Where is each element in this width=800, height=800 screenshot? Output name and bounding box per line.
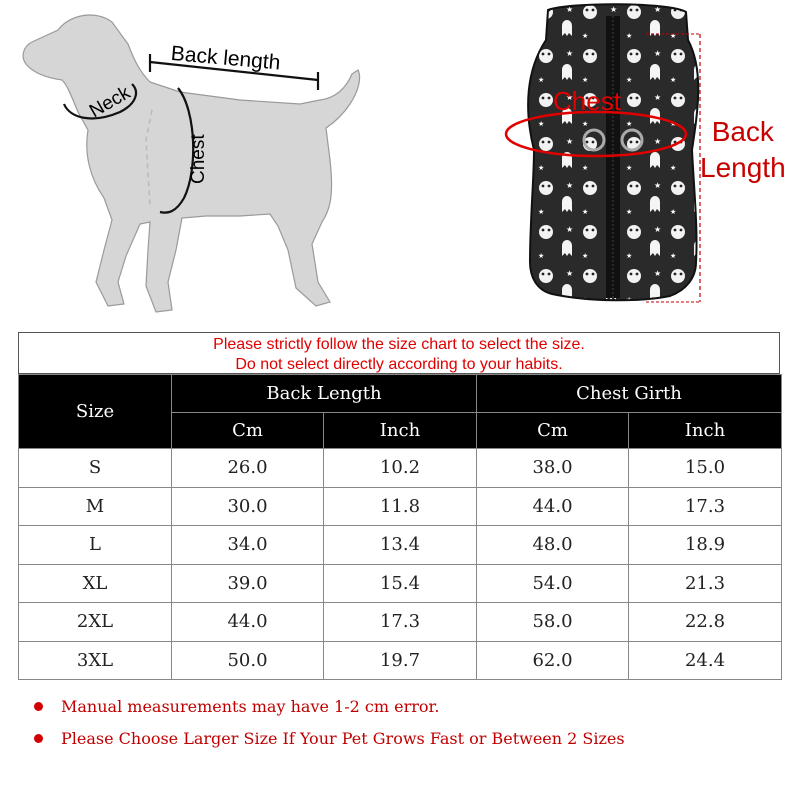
table-cell: 38.0 [477,449,629,488]
size-notice [18,332,780,374]
size-cell: XL [19,564,172,603]
table-cell: 18.9 [629,526,782,565]
table-row [19,564,782,603]
measurement-notes [30,690,625,754]
note-text: Please Choose Larger Size If Your Pet Grows Fast or Between 2 Sizes [61,728,625,748]
table-cell: 62.0 [477,641,629,680]
unit-header: Inch [629,413,782,449]
table-cell: 30.0 [172,487,324,526]
table-cell: 34.0 [172,526,324,565]
note-item [30,722,625,754]
table-cell: 44.0 [172,603,324,642]
notice-line-2: Do not select directly according to your habits. [235,356,563,373]
table-cell: 10.2 [324,449,477,488]
table-cell: 26.0 [172,449,324,488]
unit-header: Cm [172,413,324,449]
notice-line-1: Please strictly follow the size chart to select the size. [213,336,585,353]
table-cell: 15.4 [324,564,477,603]
size-cell: S [19,449,172,488]
chest-label: Chest [188,134,209,184]
bullet-icon [34,734,43,743]
vest-back-length-line1: Back [711,116,774,147]
table-cell: 24.4 [629,641,782,680]
table-cell: 22.8 [629,603,782,642]
bullet-icon [34,702,43,711]
table-cell: 58.0 [477,603,629,642]
size-cell: L [19,526,172,565]
table-cell: 11.8 [324,487,477,526]
size-cell: 3XL [19,641,172,680]
note-text: Manual measurements may have 1-2 cm error. [61,696,440,716]
table-cell: 44.0 [477,487,629,526]
table-cell: 15.0 [629,449,782,488]
unit-header: Cm [477,413,629,449]
back-length-header: Back Length [172,375,477,413]
table-row [19,449,782,488]
note-item [30,690,625,722]
table-cell: 50.0 [172,641,324,680]
vest-back-length-label [700,114,786,186]
table-row [19,603,782,642]
size-chart-table [18,374,782,680]
vest-back-length-line2: Length [700,152,786,183]
table-cell: 19.7 [324,641,477,680]
size-cell: M [19,487,172,526]
table-cell: 17.3 [629,487,782,526]
vest-chest-label: Chest [553,86,621,116]
size-column-header: Size [19,375,172,449]
neck-label: Neck [86,82,134,123]
table-row [19,526,782,565]
table-cell: 48.0 [477,526,629,565]
table-cell: 21.3 [629,564,782,603]
table-row [19,487,782,526]
table-cell: 17.3 [324,603,477,642]
table-row [19,641,782,680]
chest-girth-header: Chest Girth [477,375,782,413]
back-length-label: Back length [169,42,282,75]
unit-header: Inch [324,413,477,449]
size-cell: 2XL [19,603,172,642]
table-cell: 13.4 [324,526,477,565]
table-cell: 39.0 [172,564,324,603]
table-cell: 54.0 [477,564,629,603]
